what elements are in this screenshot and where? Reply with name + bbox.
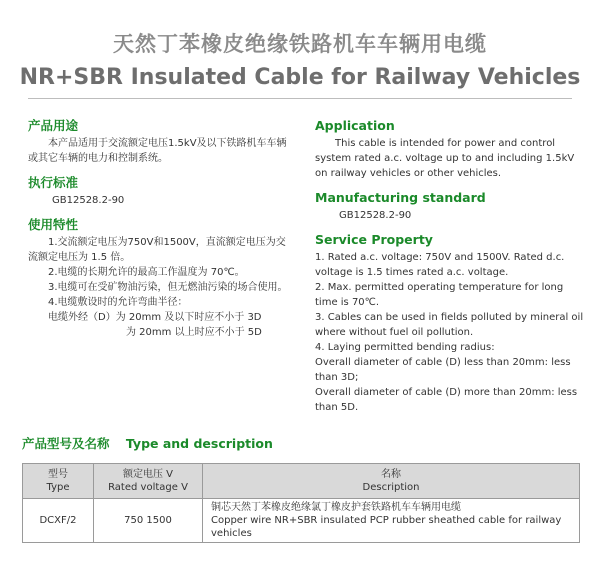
page-title-cn: 天然丁苯橡皮绝缘铁路机车车辆用电缆	[113, 32, 487, 56]
property-line: 为 20mm 以上时应不小于 5D	[126, 327, 262, 338]
right-column	[315, 118, 587, 424]
service-property-line: 3. Cables can be used in fields polluted by mineral oil where without fuel oil pollution.	[315, 312, 584, 338]
mfg-standard-section	[315, 190, 587, 223]
service-property-heading: Service Property	[315, 232, 433, 247]
col-header-cn: 型号	[48, 469, 68, 480]
title-divider	[28, 98, 572, 99]
left-column	[28, 118, 290, 349]
service-property-line: Overall diameter of cable (D) less than 20mm: less than 3D;	[315, 357, 571, 383]
application-heading: Application	[315, 118, 395, 133]
cell-type: DCXF/2	[23, 499, 94, 543]
standard-text: GB12528.2-90	[52, 195, 125, 206]
col-header-en: Type	[46, 482, 70, 493]
property-line: 电缆外经（D）为 20mm 及以下时应不小于 3D	[48, 312, 262, 323]
type-heading-en: Type and description	[125, 436, 273, 451]
table-header-row	[23, 464, 580, 499]
property-line: 2.电缆的长期允许的最高工作温度为 70℃。	[48, 267, 245, 278]
property-heading: 使用特性	[28, 217, 79, 232]
table-row	[23, 499, 580, 543]
standard-heading: 执行标准	[28, 175, 79, 190]
standard-section	[28, 175, 290, 208]
col-header-description	[203, 464, 580, 499]
col-header-en: Description	[362, 482, 420, 493]
application-section	[315, 118, 587, 181]
service-property-section	[315, 232, 587, 415]
col-header-cn: 名称	[381, 469, 401, 480]
service-property-line: 1. Rated a.c. voltage: 750V and 1500V. Rated d.c. voltage is 1.5 times rated a.c. voltage.	[315, 252, 565, 278]
property-line: 4.电缆敷设时的允许弯曲半径：	[48, 297, 188, 308]
cell-voltage: 750 1500	[94, 499, 203, 543]
usage-text: 本产品适用于交流额定电压1.5kV及以下铁路机车车辆或其它车辆的电力和控制系统。	[28, 138, 287, 164]
cell-description-en: Copper wire NR+SBR insulated PCP rubber sheathed cable for railway vehicles	[211, 515, 562, 539]
col-header-voltage	[94, 464, 203, 499]
col-header-en: Rated voltage V	[108, 482, 188, 493]
cell-description	[203, 499, 580, 543]
type-table	[22, 463, 580, 543]
property-line: 1.交流额定电压为750V和1500V，直流额定电压为交流额定电压为 1.5 倍。	[28, 237, 286, 263]
cell-description-cn: 铜芯天然丁苯橡皮绝缘氯丁橡皮护套铁路机车车辆用电缆	[211, 502, 461, 513]
page-title-en: NR+SBR Insulated Cable for Railway Vehicles	[19, 65, 581, 90]
service-property-line: 2. Max. permitted operating temperature for long time is 70℃.	[315, 282, 564, 308]
service-property-line: 4. Laying permitted bending radius:	[315, 342, 495, 353]
property-section	[28, 217, 290, 340]
mfg-standard-heading: Manufacturing standard	[315, 190, 486, 205]
mfg-standard-text: GB12528.2-90	[339, 210, 412, 221]
usage-section	[28, 118, 290, 166]
usage-heading: 产品用途	[28, 118, 79, 133]
application-text: This cable is intended for power and control system rated a.c. voltage up to and including 1.5kV on railway vehicles or other vehicles.	[315, 138, 575, 179]
col-header-type	[23, 464, 94, 499]
type-description-heading	[22, 434, 285, 452]
service-property-line: Overall diameter of cable (D) more than 20mm: less than 5D.	[315, 387, 578, 413]
property-line: 3.电缆可在受矿物油污染，但无燃油污染的场合使用。	[48, 282, 288, 293]
col-header-cn: 额定电压 V	[122, 469, 174, 480]
type-heading-cn: 产品型号及名称	[22, 436, 110, 451]
